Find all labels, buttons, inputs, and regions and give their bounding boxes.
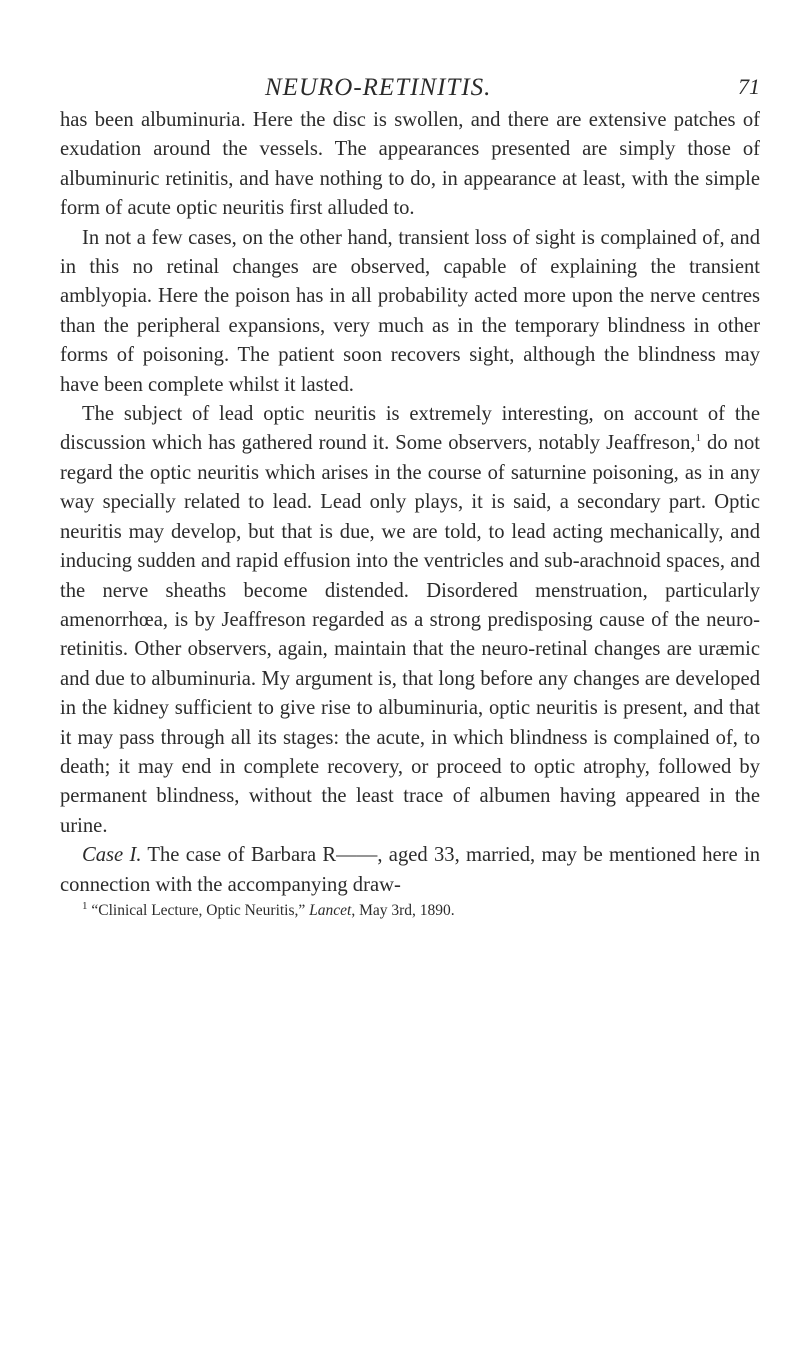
paragraph-3 <box>60 400 760 841</box>
footnote-mark: 1 <box>82 899 88 912</box>
footnote-text-after: , May 3rd, 1890. <box>351 901 455 919</box>
book-page <box>60 60 760 1350</box>
footnote-journal: Lancet <box>309 901 352 919</box>
running-head: NEURO-RETINITIS. <box>265 74 492 101</box>
paragraph-4-text: The case of Barbara R——, aged 33, married, may be mentioned here in connection with the accompanying draw- <box>60 844 760 896</box>
footnote <box>60 900 760 922</box>
paragraph-1: has been albuminuria. Here the disc is swollen, and there are extensive patches of exudation around the vessels. The appearances presented are simply those of albuminuric retinitis, and have nothing to do, in appearance at least, with the simple form of acute optic neuritis first alluded to. <box>60 109 760 220</box>
body-text <box>60 106 760 900</box>
page-header <box>60 60 760 100</box>
footnote-text-before: “Clinical Lecture, Optic Neuritis,” <box>87 901 310 919</box>
paragraph-2: In not a few cases, on the other hand, transient loss of sight is complained of, and in this no retinal changes are observed, capable of explaining the transient amblyopia. Here the poison has in all probability acted more upon the nerve centres than the peripheral expansions, very much as in the temporary blindness in other forms of poisoning. The patient soon recovers sight, although the blindness may have been complete whilst it lasted. <box>60 226 760 396</box>
page-number: 71 <box>738 74 760 99</box>
paragraph-4 <box>60 841 760 900</box>
footnote-reference-mark: 1 <box>695 432 702 445</box>
paragraph-3-text-after-ref: do not regard the optic neuritis which arises in the course of saturnine poisoning, as in any way specially related to lead. Lead only plays, it is said, a secondary part. Optic neuritis may develop, but that is due, we are told, to lead acting mechanically, and inducing sudden and rapid effusion into the ventricles and sub-arachnoid spaces, and the nerve sheaths become distended. Disordered menstruation, particularly amenorrhœa, is by Jeaffreson regarded as a strong predisposing cause of the neuro-retinitis. Other observers, again, maintain that the neuro-retinal changes are uræmic and due to albuminuria. My argument is, that long before any changes are developed in the kidney sufficient to give rise to albuminuria, optic neuritis is present, and that it may pass through all its stages: the acute, in which blindness is complained of, to death; it may end in complete recovery, or proceed to optic atrophy, followed by permanent blindness, without the least trace of albumen having appeared in the urine. <box>60 432 760 837</box>
case-label: Case I. <box>82 844 142 867</box>
paragraph-3-text-before-ref: The subject of lead optic neuritis is extremely interesting, on account of the discussion which has gathered round it. Some observers, notably Jeaffreson, <box>60 403 760 455</box>
